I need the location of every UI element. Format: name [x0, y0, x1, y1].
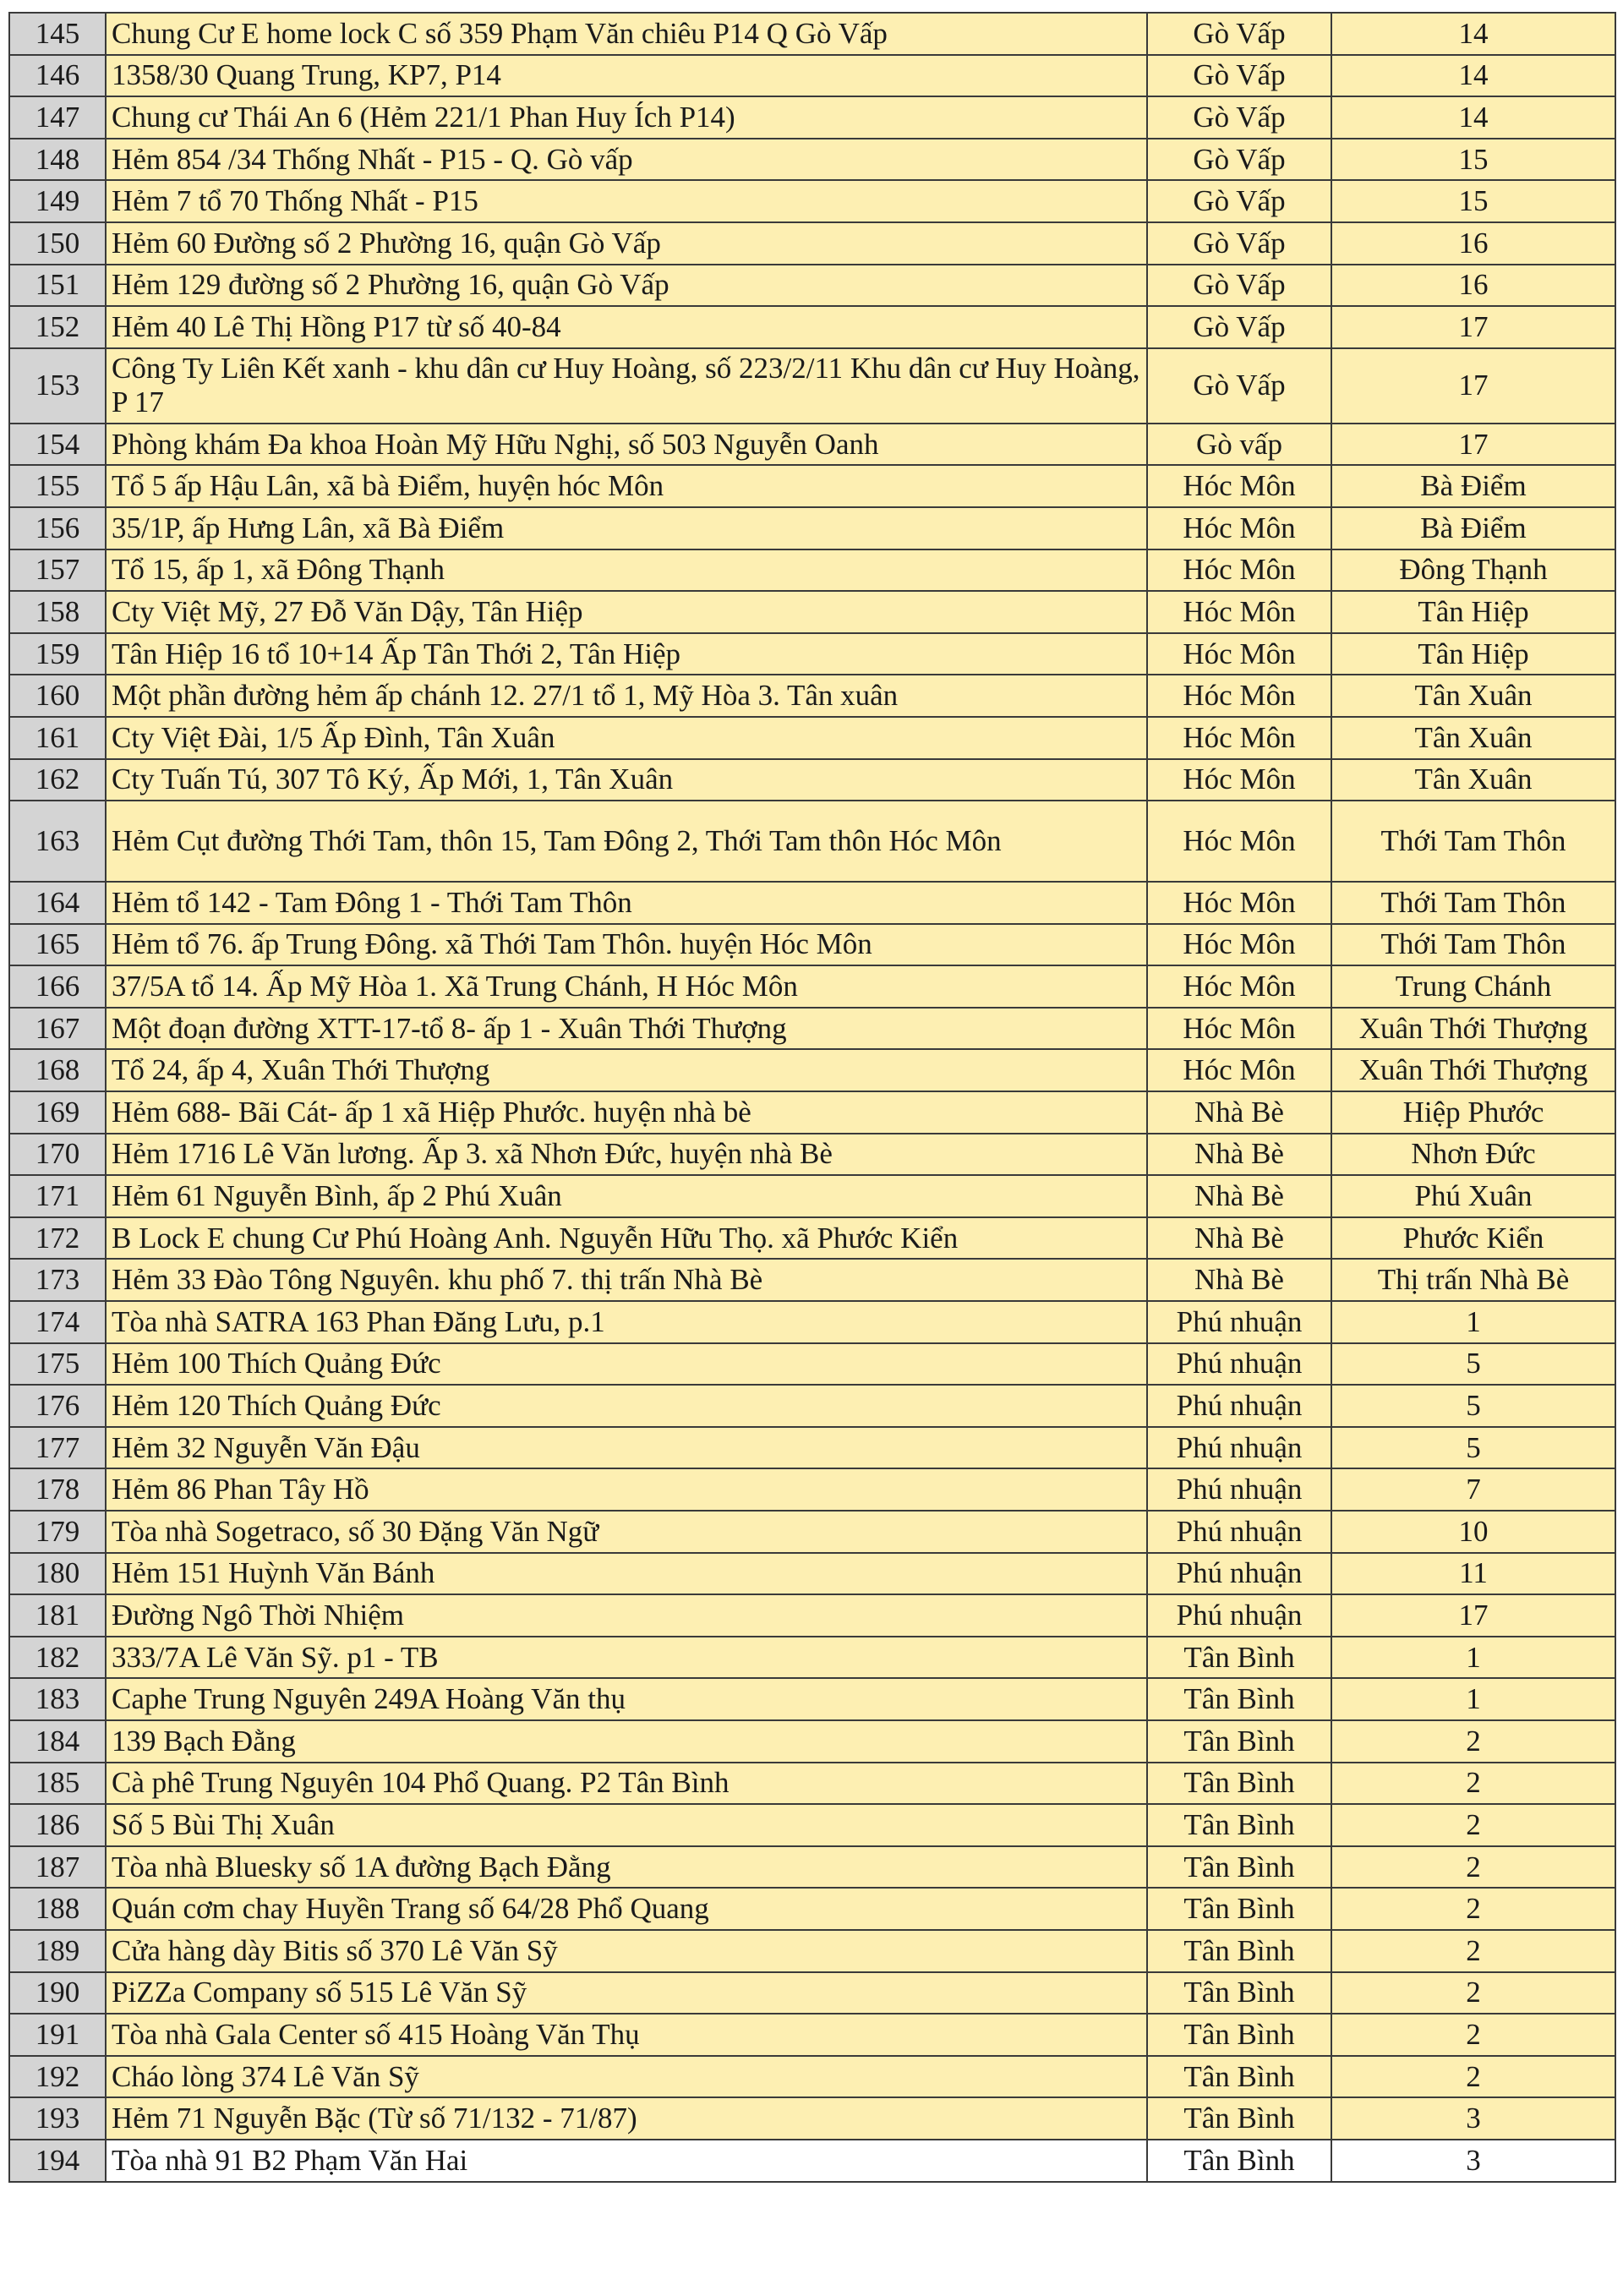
row-number-cell: 148 — [9, 139, 106, 181]
row-number-cell: 187 — [9, 1846, 106, 1889]
table-row — [9, 1091, 1615, 1134]
table-row — [9, 1763, 1615, 1805]
district-cell: Tân Bình — [1147, 1888, 1331, 1930]
district-cell: Gò Vấp — [1147, 96, 1331, 139]
district-cell: Hóc Môn — [1147, 882, 1331, 924]
ward-cell: 2 — [1331, 2014, 1615, 2056]
address-cell: Tòa nhà 91 B2 Phạm Văn Hai — [106, 2140, 1147, 2182]
row-number-cell: 182 — [9, 1637, 106, 1679]
address-cell: Hẻm 86 Phan Tây Hồ — [106, 1468, 1147, 1511]
table-row — [9, 1301, 1615, 1343]
address-cell: 37/5A tổ 14. Ấp Mỹ Hòa 1. Xã Trung Chánh, H Hóc Môn — [106, 965, 1147, 1008]
ward-cell: Tân Xuân — [1331, 759, 1615, 801]
address-cell: Hẻm Cụt đường Thới Tam, thôn 15, Tam Đông 2, Thới Tam thôn Hóc Môn — [106, 801, 1147, 882]
table-row — [9, 1678, 1615, 1720]
table-row — [9, 424, 1615, 466]
ward-cell: 1 — [1331, 1637, 1615, 1679]
district-cell: Hóc Môn — [1147, 965, 1331, 1008]
table-row — [9, 1972, 1615, 2014]
ward-cell: Xuân Thới Thượng — [1331, 1008, 1615, 1050]
district-cell: Gò Vấp — [1147, 139, 1331, 181]
row-number-cell: 194 — [9, 2140, 106, 2182]
table-row — [9, 1637, 1615, 1679]
row-number-cell: 186 — [9, 1804, 106, 1846]
ward-cell: 5 — [1331, 1385, 1615, 1427]
table-row — [9, 180, 1615, 222]
row-number-cell: 147 — [9, 96, 106, 139]
table-row — [9, 1511, 1615, 1553]
row-number-cell: 188 — [9, 1888, 106, 1930]
ward-cell: 16 — [1331, 265, 1615, 307]
ward-cell: 14 — [1331, 13, 1615, 55]
district-cell: Hóc Môn — [1147, 801, 1331, 882]
table-row — [9, 222, 1615, 265]
address-cell: Cty Việt Mỹ, 27 Đỗ Văn Dậy, Tân Hiệp — [106, 591, 1147, 633]
address-cell: Tổ 24, ấp 4, Xuân Thới Thượng — [106, 1049, 1147, 1091]
address-cell: Hẻm 1716 Lê Văn lương. Ấp 3. xã Nhơn Đức, huyện nhà Bè — [106, 1134, 1147, 1176]
row-number-cell: 149 — [9, 180, 106, 222]
district-cell: Hóc Môn — [1147, 675, 1331, 717]
district-cell: Tân Bình — [1147, 1637, 1331, 1679]
district-cell: Hóc Môn — [1147, 759, 1331, 801]
ward-cell: 17 — [1331, 1594, 1615, 1637]
table-row — [9, 55, 1615, 97]
district-cell: Hóc Môn — [1147, 465, 1331, 507]
ward-cell: Đông Thạnh — [1331, 549, 1615, 592]
table-row — [9, 96, 1615, 139]
ward-cell: 17 — [1331, 306, 1615, 348]
table-row — [9, 2140, 1615, 2182]
row-number-cell: 161 — [9, 717, 106, 759]
district-cell: Tân Bình — [1147, 1763, 1331, 1805]
district-cell: Phú nhuận — [1147, 1427, 1331, 1469]
ward-cell: 1 — [1331, 1678, 1615, 1720]
district-cell: Nhà Bè — [1147, 1217, 1331, 1260]
district-cell: Gò vấp — [1147, 424, 1331, 466]
ward-cell: 2 — [1331, 1930, 1615, 1972]
row-number-cell: 146 — [9, 55, 106, 97]
table-row — [9, 465, 1615, 507]
row-number-cell: 155 — [9, 465, 106, 507]
district-cell: Nhà Bè — [1147, 1259, 1331, 1301]
address-cell: Hẻm 32 Nguyễn Văn Đậu — [106, 1427, 1147, 1469]
district-cell: Hóc Môn — [1147, 924, 1331, 966]
ward-cell: Thới Tam Thôn — [1331, 924, 1615, 966]
address-cell: Hẻm 7 tổ 70 Thống Nhất - P15 — [106, 180, 1147, 222]
district-cell: Phú nhuận — [1147, 1594, 1331, 1637]
table-row — [9, 801, 1615, 882]
address-cell: Hẻm 33 Đào Tông Nguyên. khu phố 7. thị trấn Nhà Bè — [106, 1259, 1147, 1301]
district-cell: Tân Bình — [1147, 1804, 1331, 1846]
district-cell: Gò Vấp — [1147, 222, 1331, 265]
table-row — [9, 1804, 1615, 1846]
address-cell: Hẻm tổ 76. ấp Trung Đông. xã Thới Tam Thôn. huyện Hóc Môn — [106, 924, 1147, 966]
table-row — [9, 1134, 1615, 1176]
address-cell: 35/1P, ấp Hưng Lân, xã Bà Điểm — [106, 507, 1147, 549]
address-cell: B Lock E chung Cư Phú Hoàng Anh. Nguyễn Hữu Thọ. xã Phước Kiển — [106, 1217, 1147, 1260]
address-cell: Tân Hiệp 16 tổ 10+14 Ấp Tân Thới 2, Tân Hiệp — [106, 633, 1147, 675]
row-number-cell: 166 — [9, 965, 106, 1008]
table-row — [9, 1175, 1615, 1217]
row-number-cell: 153 — [9, 348, 106, 424]
ward-cell: Tân Xuân — [1331, 675, 1615, 717]
ward-cell: 2 — [1331, 1972, 1615, 2014]
district-cell: Tân Bình — [1147, 1678, 1331, 1720]
district-cell: Gò Vấp — [1147, 55, 1331, 97]
ward-cell: Bà Điểm — [1331, 507, 1615, 549]
row-number-cell: 189 — [9, 1930, 106, 1972]
address-cell: PiZZa Company số 515 Lê Văn Sỹ — [106, 1972, 1147, 2014]
ward-cell: 1 — [1331, 1301, 1615, 1343]
row-number-cell: 190 — [9, 1972, 106, 2014]
ward-cell: 7 — [1331, 1468, 1615, 1511]
table-row — [9, 965, 1615, 1008]
row-number-cell: 183 — [9, 1678, 106, 1720]
district-cell: Gò Vấp — [1147, 306, 1331, 348]
row-number-cell: 176 — [9, 1385, 106, 1427]
ward-cell: 5 — [1331, 1427, 1615, 1469]
address-cell: 333/7A Lê Văn Sỹ. p1 - TB — [106, 1637, 1147, 1679]
row-number-cell: 175 — [9, 1343, 106, 1386]
table-row — [9, 2014, 1615, 2056]
district-cell: Hóc Môn — [1147, 1049, 1331, 1091]
table-row — [9, 759, 1615, 801]
row-number-cell: 178 — [9, 1468, 106, 1511]
row-number-cell: 172 — [9, 1217, 106, 1260]
ward-cell: Tân Hiệp — [1331, 591, 1615, 633]
ward-cell: 2 — [1331, 1763, 1615, 1805]
district-cell: Tân Bình — [1147, 1930, 1331, 1972]
table-row — [9, 1553, 1615, 1595]
table-row — [9, 591, 1615, 633]
ward-cell: 16 — [1331, 222, 1615, 265]
district-cell: Tân Bình — [1147, 2140, 1331, 2182]
table-row — [9, 1259, 1615, 1301]
ward-cell: Nhơn Đức — [1331, 1134, 1615, 1176]
district-cell: Nhà Bè — [1147, 1175, 1331, 1217]
address-cell: Hẻm 151 Huỳnh Văn Bánh — [106, 1553, 1147, 1595]
address-cell: Cháo lòng 374 Lê Văn Sỹ — [106, 2056, 1147, 2098]
address-cell: Tòa nhà Sogetraco, số 30 Đặng Văn Ngữ — [106, 1511, 1147, 1553]
row-number-cell: 162 — [9, 759, 106, 801]
table-row — [9, 1930, 1615, 1972]
table-row — [9, 1888, 1615, 1930]
ward-cell: 2 — [1331, 2056, 1615, 2098]
address-cell: Chung cư Thái An 6 (Hẻm 221/1 Phan Huy Ích P14) — [106, 96, 1147, 139]
table-row — [9, 507, 1615, 549]
address-cell: 1358/30 Quang Trung, KP7, P14 — [106, 55, 1147, 97]
row-number-cell: 163 — [9, 801, 106, 882]
address-cell: Hẻm 71 Nguyễn Bặc (Từ số 71/132 - 71/87) — [106, 2097, 1147, 2140]
address-cell: Một đoạn đường XTT-17-tổ 8- ấp 1 - Xuân Thới Thượng — [106, 1008, 1147, 1050]
table-row — [9, 13, 1615, 55]
ward-cell: 3 — [1331, 2140, 1615, 2182]
table-row — [9, 1217, 1615, 1260]
district-cell: Tân Bình — [1147, 2014, 1331, 2056]
district-cell: Phú nhuận — [1147, 1553, 1331, 1595]
table-row — [9, 675, 1615, 717]
table-row — [9, 882, 1615, 924]
ward-cell: 11 — [1331, 1553, 1615, 1595]
district-cell: Hóc Môn — [1147, 633, 1331, 675]
address-cell: Tòa nhà Bluesky số 1A đường Bạch Đằng — [106, 1846, 1147, 1889]
row-number-cell: 168 — [9, 1049, 106, 1091]
district-cell: Hóc Môn — [1147, 717, 1331, 759]
ward-cell: Thới Tam Thôn — [1331, 801, 1615, 882]
row-number-cell: 177 — [9, 1427, 106, 1469]
table-row — [9, 1343, 1615, 1386]
ward-cell: Bà Điểm — [1331, 465, 1615, 507]
district-cell: Hóc Môn — [1147, 1008, 1331, 1050]
ward-cell: Trung Chánh — [1331, 965, 1615, 1008]
row-number-cell: 157 — [9, 549, 106, 592]
table-row — [9, 1427, 1615, 1469]
table-row — [9, 265, 1615, 307]
row-number-cell: 158 — [9, 591, 106, 633]
district-cell: Tân Bình — [1147, 1720, 1331, 1763]
address-cell: Hẻm 120 Thích Quảng Đức — [106, 1385, 1147, 1427]
address-cell: Hẻm 688- Bãi Cát- ấp 1 xã Hiệp Phước. huyện nhà bè — [106, 1091, 1147, 1134]
ward-cell: Phước Kiển — [1331, 1217, 1615, 1260]
address-cell: Tổ 5 ấp Hậu Lân, xã bà Điểm, huyện hóc Môn — [106, 465, 1147, 507]
address-cell: Cà phê Trung Nguyên 104 Phổ Quang. P2 Tân Bình — [106, 1763, 1147, 1805]
row-number-cell: 185 — [9, 1763, 106, 1805]
district-cell: Phú nhuận — [1147, 1301, 1331, 1343]
ward-cell: 17 — [1331, 348, 1615, 424]
address-cell: Tòa nhà Gala Center số 415 Hoàng Văn Thụ — [106, 2014, 1147, 2056]
table-row — [9, 1846, 1615, 1889]
row-number-cell: 145 — [9, 13, 106, 55]
row-number-cell: 152 — [9, 306, 106, 348]
district-cell: Hóc Môn — [1147, 549, 1331, 592]
ward-cell: Tân Hiệp — [1331, 633, 1615, 675]
ward-cell: 15 — [1331, 139, 1615, 181]
row-number-cell: 159 — [9, 633, 106, 675]
table-row — [9, 2056, 1615, 2098]
row-number-cell: 184 — [9, 1720, 106, 1763]
ward-cell: Hiệp Phước — [1331, 1091, 1615, 1134]
ward-cell: 17 — [1331, 424, 1615, 466]
district-cell: Hóc Môn — [1147, 507, 1331, 549]
address-cell: Hẻm tổ 142 - Tam Đông 1 - Thới Tam Thôn — [106, 882, 1147, 924]
row-number-cell: 192 — [9, 2056, 106, 2098]
ward-cell: 15 — [1331, 180, 1615, 222]
ward-cell: Thới Tam Thôn — [1331, 882, 1615, 924]
table-row — [9, 1385, 1615, 1427]
address-cell: Chung Cư E home lock C số 359 Phạm Văn chiêu P14 Q Gò Vấp — [106, 13, 1147, 55]
address-cell: Tổ 15, ấp 1, xã Đông Thạnh — [106, 549, 1147, 592]
address-cell: Công Ty Liên Kết xanh - khu dân cư Huy Hoàng, số 223/2/11 Khu dân cư Huy Hoàng, P 17 — [106, 348, 1147, 424]
address-cell: Tòa nhà SATRA 163 Phan Đăng Lưu, p.1 — [106, 1301, 1147, 1343]
ward-cell: 2 — [1331, 1804, 1615, 1846]
ward-cell: 5 — [1331, 1343, 1615, 1386]
address-cell: Hẻm 61 Nguyễn Bình, ấp 2 Phú Xuân — [106, 1175, 1147, 1217]
table-row — [9, 1720, 1615, 1763]
table-row — [9, 1468, 1615, 1511]
address-cell: Hẻm 854 /34 Thống Nhất - P15 - Q. Gò vấp — [106, 139, 1147, 181]
ward-cell: 10 — [1331, 1511, 1615, 1553]
ward-cell: 3 — [1331, 2097, 1615, 2140]
ward-cell: 2 — [1331, 1720, 1615, 1763]
row-number-cell: 179 — [9, 1511, 106, 1553]
district-cell: Gò Vấp — [1147, 265, 1331, 307]
district-cell: Phú nhuận — [1147, 1511, 1331, 1553]
ward-cell: 2 — [1331, 1846, 1615, 1889]
row-number-cell: 164 — [9, 882, 106, 924]
row-number-cell: 156 — [9, 507, 106, 549]
district-cell: Hóc Môn — [1147, 591, 1331, 633]
address-cell: Đường Ngô Thời Nhiệm — [106, 1594, 1147, 1637]
district-cell: Tân Bình — [1147, 2056, 1331, 2098]
address-cell: Hẻm 60 Đường số 2 Phường 16, quận Gò Vấp — [106, 222, 1147, 265]
address-cell: Quán cơm chay Huyền Trang số 64/28 Phổ Quang — [106, 1888, 1147, 1930]
address-cell: Hẻm 100 Thích Quảng Đức — [106, 1343, 1147, 1386]
row-number-cell: 180 — [9, 1553, 106, 1595]
address-cell: Cty Tuấn Tú, 307 Tô Ký, Ấp Mới, 1, Tân Xuân — [106, 759, 1147, 801]
row-number-cell: 150 — [9, 222, 106, 265]
table-row — [9, 924, 1615, 966]
row-number-cell: 151 — [9, 265, 106, 307]
address-cell: Cty Việt Đài, 1/5 Ấp Đình, Tân Xuân — [106, 717, 1147, 759]
district-cell: Phú nhuận — [1147, 1343, 1331, 1386]
address-cell: Hẻm 129 đường số 2 Phường 16, quận Gò Vấp — [106, 265, 1147, 307]
table-row — [9, 1594, 1615, 1637]
table-row — [9, 1008, 1615, 1050]
district-cell: Tân Bình — [1147, 1846, 1331, 1889]
row-number-cell: 160 — [9, 675, 106, 717]
address-cell: 139 Bạch Đằng — [106, 1720, 1147, 1763]
address-cell: Cửa hàng dày Bitis số 370 Lê Văn Sỹ — [106, 1930, 1147, 1972]
row-number-cell: 173 — [9, 1259, 106, 1301]
district-cell: Tân Bình — [1147, 2097, 1331, 2140]
district-cell: Phú nhuận — [1147, 1385, 1331, 1427]
row-number-cell: 181 — [9, 1594, 106, 1637]
row-number-cell: 169 — [9, 1091, 106, 1134]
address-table-body — [9, 13, 1615, 2182]
district-cell: Gò Vấp — [1147, 180, 1331, 222]
row-number-cell: 171 — [9, 1175, 106, 1217]
address-cell: Số 5 Bùi Thị Xuân — [106, 1804, 1147, 1846]
table-row — [9, 306, 1615, 348]
ward-cell: 14 — [1331, 96, 1615, 139]
address-table — [8, 12, 1616, 2183]
district-cell: Phú nhuận — [1147, 1468, 1331, 1511]
row-number-cell: 191 — [9, 2014, 106, 2056]
table-row — [9, 549, 1615, 592]
ward-cell: Tân Xuân — [1331, 717, 1615, 759]
ward-cell: Thị trấn Nhà Bè — [1331, 1259, 1615, 1301]
row-number-cell: 174 — [9, 1301, 106, 1343]
row-number-cell: 167 — [9, 1008, 106, 1050]
district-cell: Nhà Bè — [1147, 1134, 1331, 1176]
row-number-cell: 154 — [9, 424, 106, 466]
table-row — [9, 348, 1615, 424]
spreadsheet-page — [8, 12, 1615, 2183]
address-cell: Caphe Trung Nguyên 249A Hoàng Văn thụ — [106, 1678, 1147, 1720]
district-cell: Gò Vấp — [1147, 348, 1331, 424]
ward-cell: Xuân Thới Thượng — [1331, 1049, 1615, 1091]
table-row — [9, 633, 1615, 675]
table-row — [9, 717, 1615, 759]
table-row — [9, 139, 1615, 181]
ward-cell: Phú Xuân — [1331, 1175, 1615, 1217]
district-cell: Gò Vấp — [1147, 13, 1331, 55]
row-number-cell: 193 — [9, 2097, 106, 2140]
ward-cell: 14 — [1331, 55, 1615, 97]
address-cell: Một phần đường hẻm ấp chánh 12. 27/1 tổ 1, Mỹ Hòa 3. Tân xuân — [106, 675, 1147, 717]
row-number-cell: 170 — [9, 1134, 106, 1176]
district-cell: Tân Bình — [1147, 1972, 1331, 2014]
row-number-cell: 165 — [9, 924, 106, 966]
district-cell: Nhà Bè — [1147, 1091, 1331, 1134]
ward-cell: 2 — [1331, 1888, 1615, 1930]
address-cell: Hẻm 40 Lê Thị Hồng P17 từ số 40-84 — [106, 306, 1147, 348]
table-row — [9, 2097, 1615, 2140]
table-row — [9, 1049, 1615, 1091]
address-cell: Phòng khám Đa khoa Hoàn Mỹ Hữu Nghị, số 503 Nguyễn Oanh — [106, 424, 1147, 466]
